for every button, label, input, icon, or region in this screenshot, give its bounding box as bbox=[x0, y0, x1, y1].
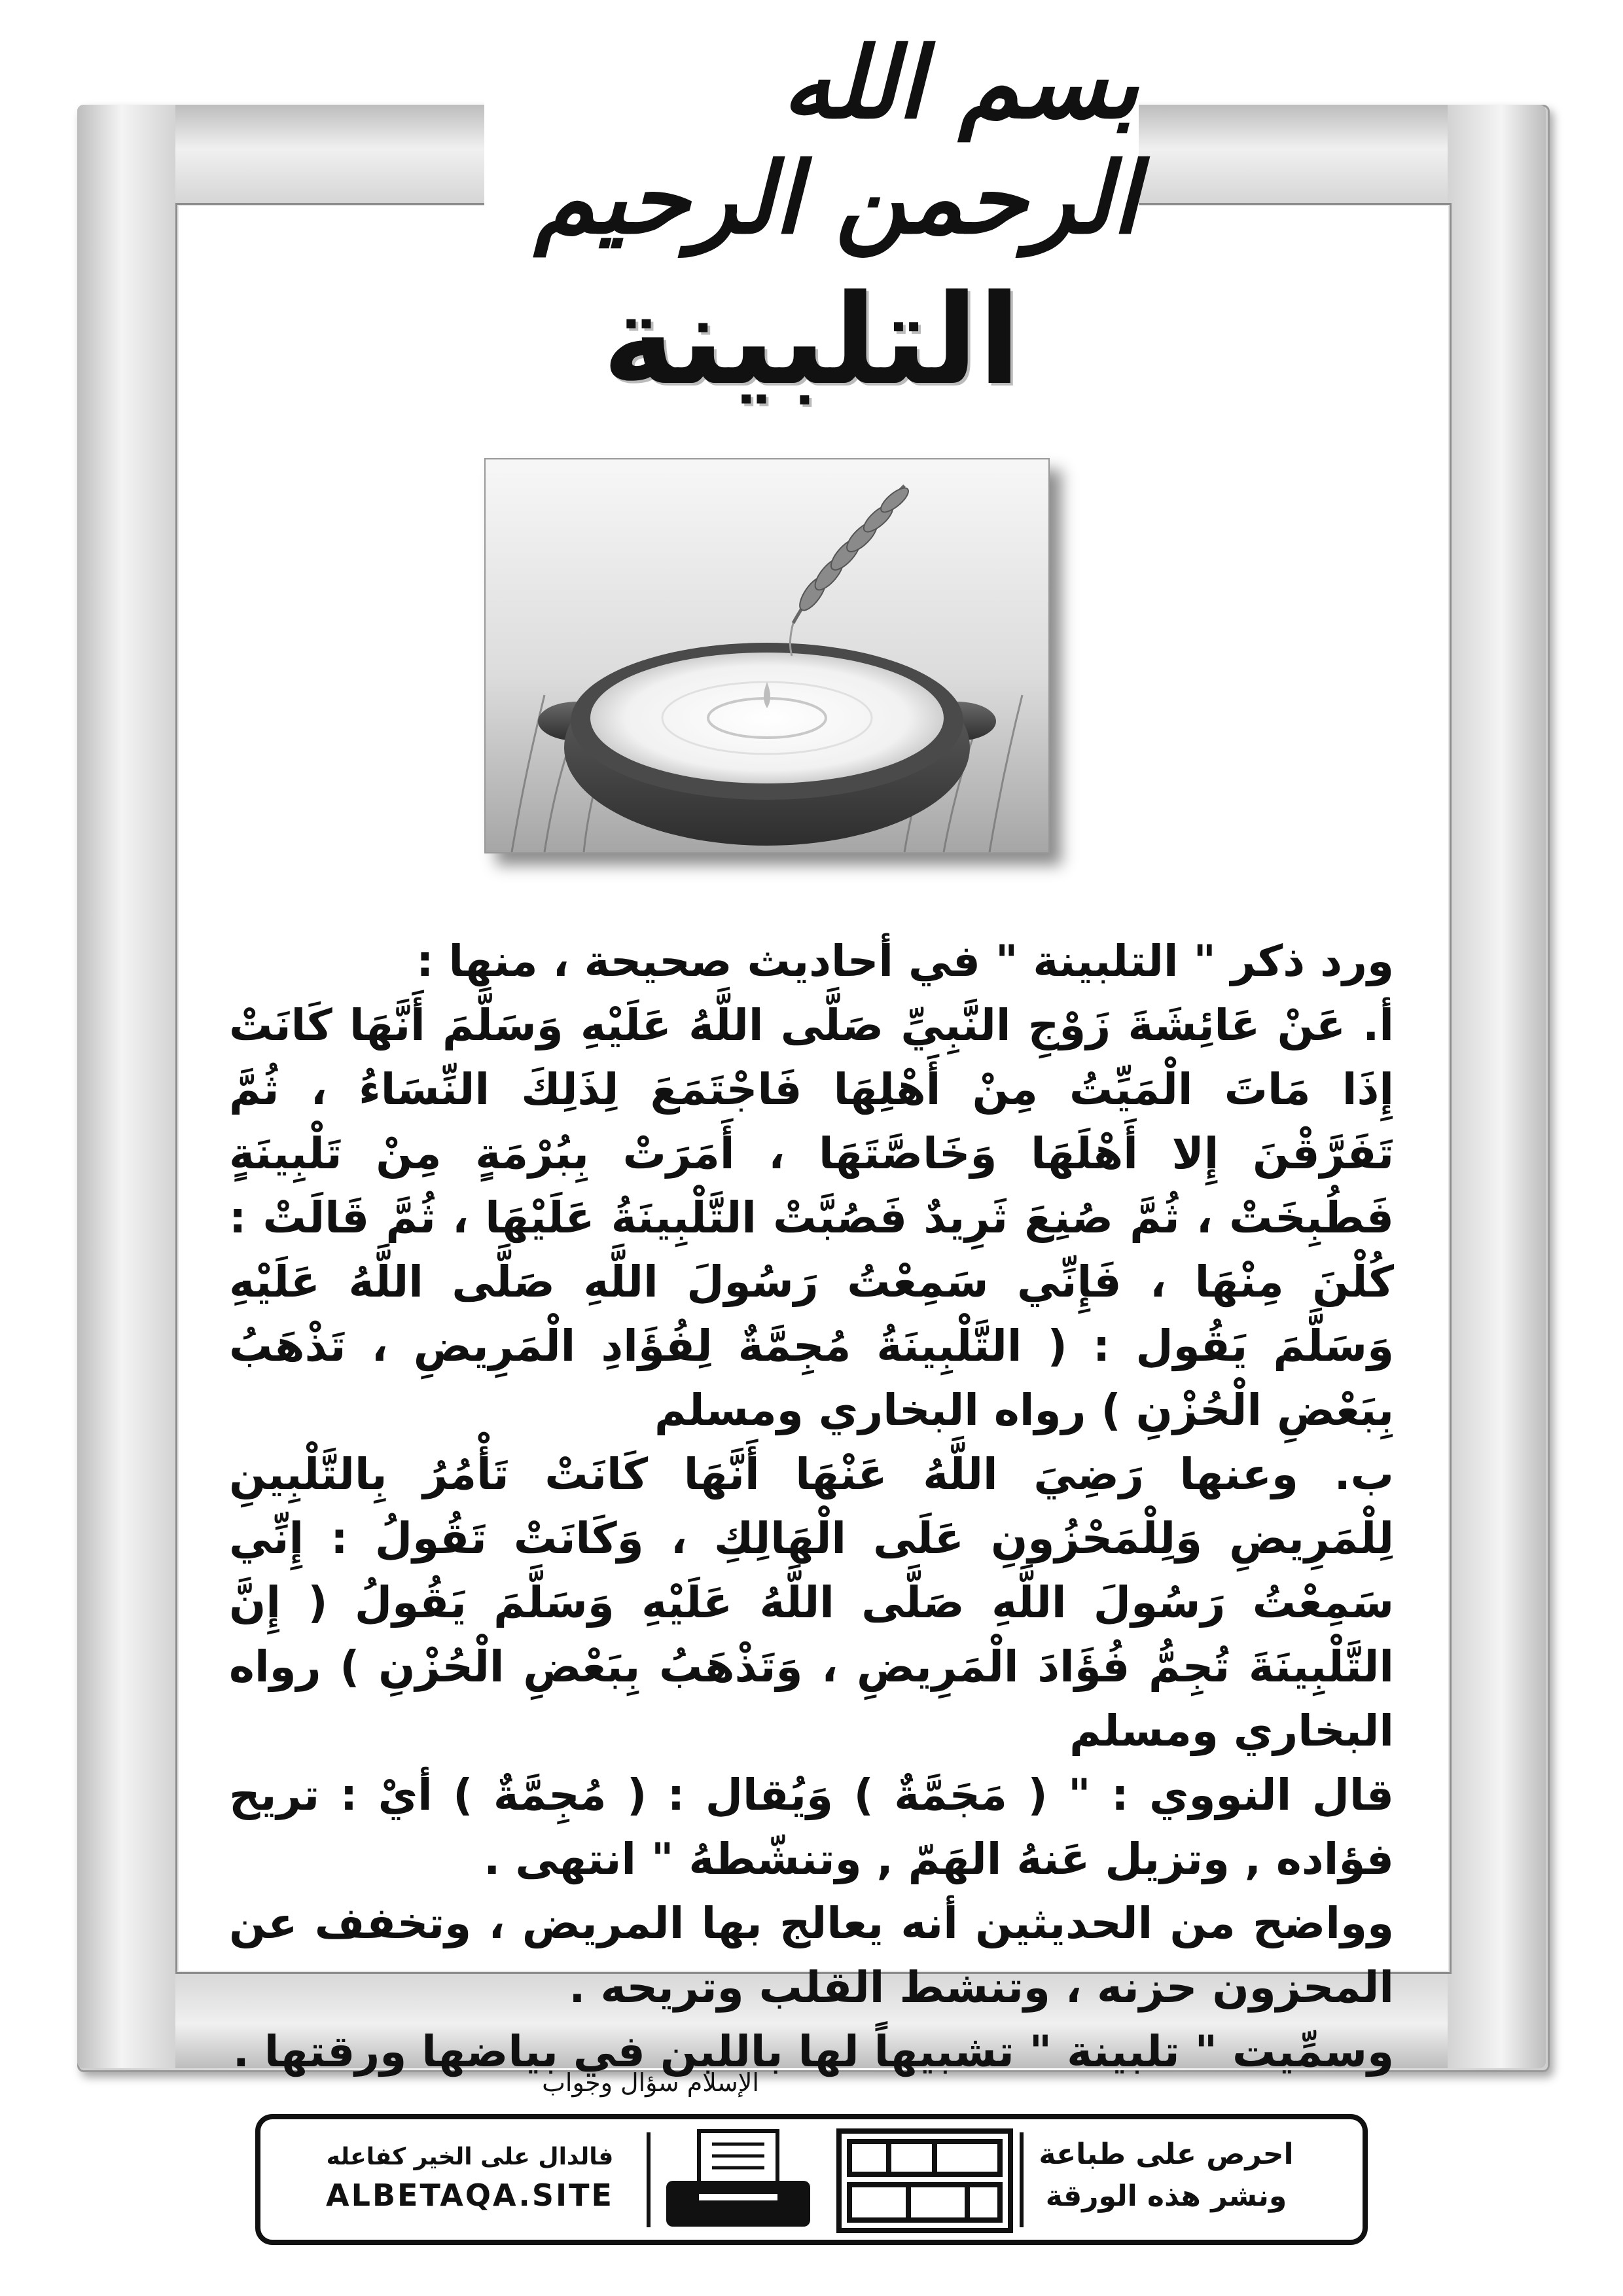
frame-left-bar bbox=[77, 105, 175, 2068]
source-credit: الإسلام سؤال وجواب bbox=[542, 2068, 759, 2097]
paragraph-summary: وواضح من الحديثين أنه يعالج بها المريض ، وتخفف عن المحزون حزنه ، وتنشط القلب وتريحه . bbox=[229, 1898, 1394, 2013]
page-title: التلبينة bbox=[602, 268, 1021, 412]
article-body bbox=[229, 929, 1394, 2081]
footer-site-url: ALBETAQA.SITE bbox=[326, 2178, 614, 2213]
logo-icon bbox=[836, 2128, 1013, 2233]
footer-divider bbox=[647, 2132, 651, 2227]
frame-right-bar bbox=[1448, 105, 1546, 2068]
talbina-bowl-image bbox=[484, 458, 1050, 853]
paragraph-nawawi: قال النووي : " ( مَجَمَّةٌ ) وَيُقال : ( مُجِمَّةٌ ) أيْ : تريح فؤاده , وتزيل عَنهُ الهَمّ , وتنشّطهُ " انتهى . bbox=[229, 1770, 1394, 1884]
basmala-calligraphy: بسم الله الرحمن الرحيم bbox=[484, 46, 1139, 236]
footer-print-line2: ونشر هذه الورقة bbox=[1045, 2179, 1287, 2213]
paragraph-hadith-a: أ. عَنْ عَائِشَةَ زَوْجِ النَّبِيِّ صَلَّى اللَّهُ عَلَيْهِ وَسَلَّمَ أَنَّهَا كَانَتْ إِذَا مَاتَ الْمَيِّتُ مِنْ أَهْلِهَا فَاجْتَمَعَ لِذَلِكَ النِّسَاءُ ، ثُمَّ تَفَرَّقْنَ إِلا أَهْلَهَا وَخَاصَّتَهَا ، أَمَرَتْ بِبُرْمَةٍ مِنْ تَلْبِينَةٍ فَطُبِخَتْ ، ثُمَّ صُنِعَ ثَرِيدٌ فَصُبَّتْ التَّلْبِينَةُ عَلَيْهَا ، ثُمَّ قَالَتْ : كُلْنَ مِنْهَا ، فَإِنِّي سَمِعْتُ رَسُولَ اللَّهِ صَلَّى اللَّهُ عَلَيْهِ وَسَلَّمَ يَقُول : ( التَّلْبِينَةُ مُجِمَّةٌ لِفُؤَادِ الْمَرِيضِ ، تَذْهَبُ بِبَعْضِ الْحُزْنِ ) رواه البخاري ومسلم bbox=[229, 1000, 1394, 1435]
footer-print-note bbox=[1003, 2134, 1330, 2232]
footer-site-block bbox=[300, 2139, 640, 2237]
paragraph-intro: ورد ذكر " التلبينة " في أحاديث صحيحة ، منها : bbox=[416, 936, 1394, 986]
footer-print-line1: احرص على طباعة bbox=[1039, 2138, 1294, 2171]
paragraph-hadith-b: ب. وعنها رَضِيَ اللَّهُ عَنْهَا أَنَّهَا كَانَتْ تَأْمُرُ بِالتَّلْبِينِ لِلْمَرِيضِ وَلِلْمَحْزُونِ عَلَى الْهَالِكِ ، وَكَانَتْ تَقُولُ : إِنِّي سَمِعْتُ رَسُولَ اللَّهِ صَلَّى اللَّهُ عَلَيْهِ وَسَلَّمَ يَقُولُ ( إِنَّ التَّلْبِينَةَ تُجِمُّ فُؤَادَ الْمَرِيضِ ، وَتَذْهَبُ بِبَعْضِ الْحُزْنِ ) رواه البخاري ومسلم bbox=[229, 1449, 1394, 1756]
footer-motto: فالدال على الخير كفاعله bbox=[326, 2144, 614, 2170]
printer-icon bbox=[660, 2128, 817, 2233]
footer-banner bbox=[255, 2114, 1368, 2245]
paragraph-naming: وسمِّيت " تلبينة " تشبيهاً لها باللبن في بياضها ورقتها . bbox=[232, 2026, 1394, 2077]
footer-divider bbox=[1020, 2132, 1024, 2227]
